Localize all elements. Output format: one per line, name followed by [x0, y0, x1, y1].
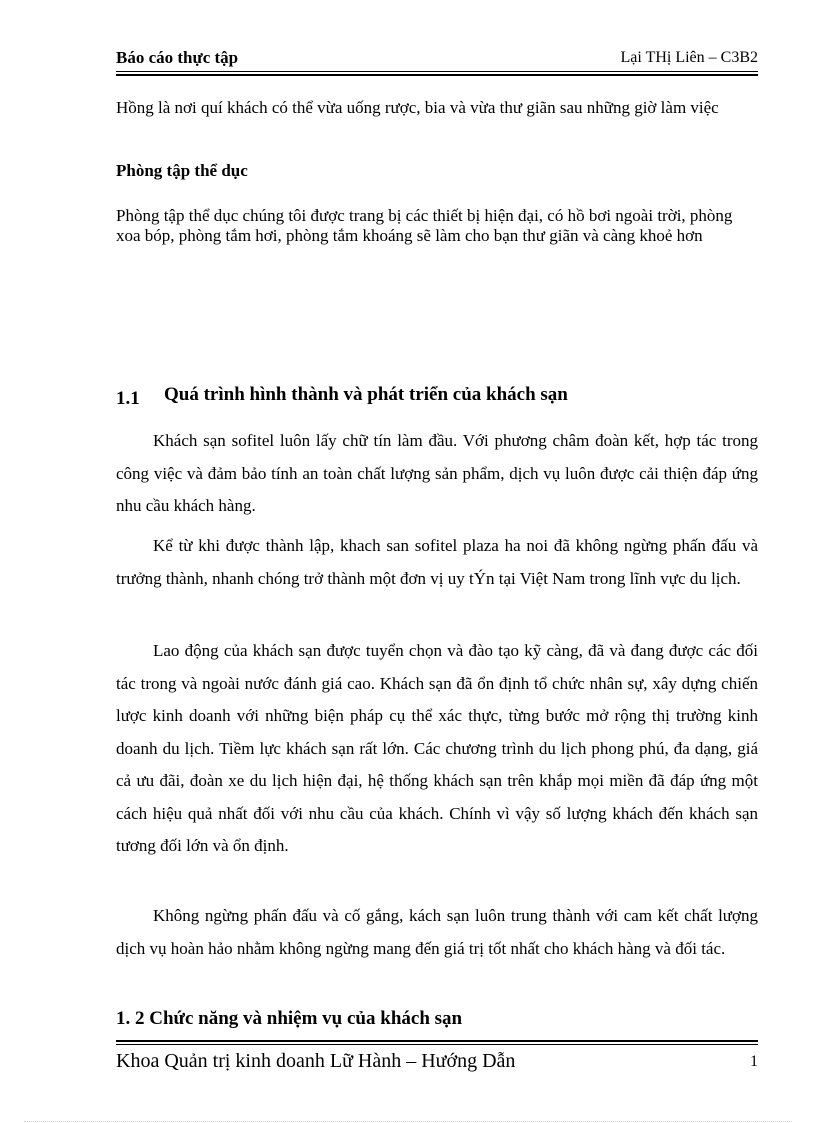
- document-page: [116, 0, 758, 1123]
- intro-paragraph: Hồng là nơi quí khách có thể vừa uống rược, bia và vừa thư giãn sau những giờ làm việc: [116, 98, 719, 117]
- footer-divider: [116, 1040, 758, 1045]
- gym-paragraph: Phòng tập thể dục chúng tôi được trang bị các thiết bị hiện đại, có hồ bơi ngoài trời, phòng xoa bóp, phòng tắm hơi, phòng tắm khoáng sẽ làm cho bạn thư giãn và càng khoẻ hơn: [116, 206, 733, 245]
- author-name: Lại THị Liên – C3B2: [620, 49, 758, 66]
- footer-department: Khoa Quản trị kinh doanh Lữ Hành – Hướng Dẫn: [116, 1050, 516, 1072]
- body-paragraph-1: Khách sạn sofitel luôn lấy chữ tín làm đầu. Với phương châm đoàn kết, hợp tác trong công việc và đảm bảo tính an toàn chất lượng sản phẩm, dịch vụ luôn được cải thiện đáp ứng nhu cầu khách hàng.: [116, 431, 758, 515]
- section-1-2-heading: 1. 2 Chức năng và nhiệm vụ của khách sạn: [116, 1008, 463, 1029]
- body-paragraph-3: Lao động của khách sạn được tuyển chọn và đào tạo kỹ càng, đã và đang được các đối tác trong và ngoài nước đánh giá cao. Khách sạn đã ổn định tổ chức nhân sự, xây dựng chiến lược kinh doanh với những biện pháp cụ thể xác thực, từng bước mở rộng thị trường kinh doanh du lịch. Tiềm lực khách sạn rất lớn. Các chương trình du lịch phong phú, đa dạng, giá cả ưu đãi, đoàn xe du lịch hiện đại, hệ thống khách sạn trên khắp mọi miền đã đáp ứng một cách hiệu quả nhất đối với nhu cầu của khách. Chính vì vậy số lượng khách đến khách sạn tương đối lớn và ổn định.: [116, 641, 758, 855]
- section-1-1-heading: [116, 384, 758, 409]
- page-number: 1: [750, 1053, 758, 1070]
- section-1-1-title: Quá trình hình thành và phát triển của khách sạn: [164, 384, 568, 405]
- body-paragraph-2: Kể từ khi được thành lập, khach san sofitel plaza ha noi đã không ngừng phấn đấu và trưởng thành, nhanh chóng trở thành một đơn vị uy tÝn tại Việt Nam trong lĩnh vực du lịch.: [116, 536, 758, 588]
- header-divider: [116, 71, 758, 76]
- section-1-1-number: 1.1: [116, 388, 140, 409]
- page-header: [116, 48, 758, 70]
- gym-heading: Phòng tập thể dục: [116, 161, 248, 180]
- body-paragraph-4: Không ngừng phấn đấu và cố gắng, kách sạn luôn trung thành với cam kết chất lượng dịch vụ hoàn hảo nhằm không ngừng mang đến giá trị tốt nhất cho khách hàng và đối tác.: [116, 906, 758, 958]
- report-title: Báo cáo thực tập: [116, 48, 239, 67]
- page-bottom-edge: [24, 1121, 792, 1122]
